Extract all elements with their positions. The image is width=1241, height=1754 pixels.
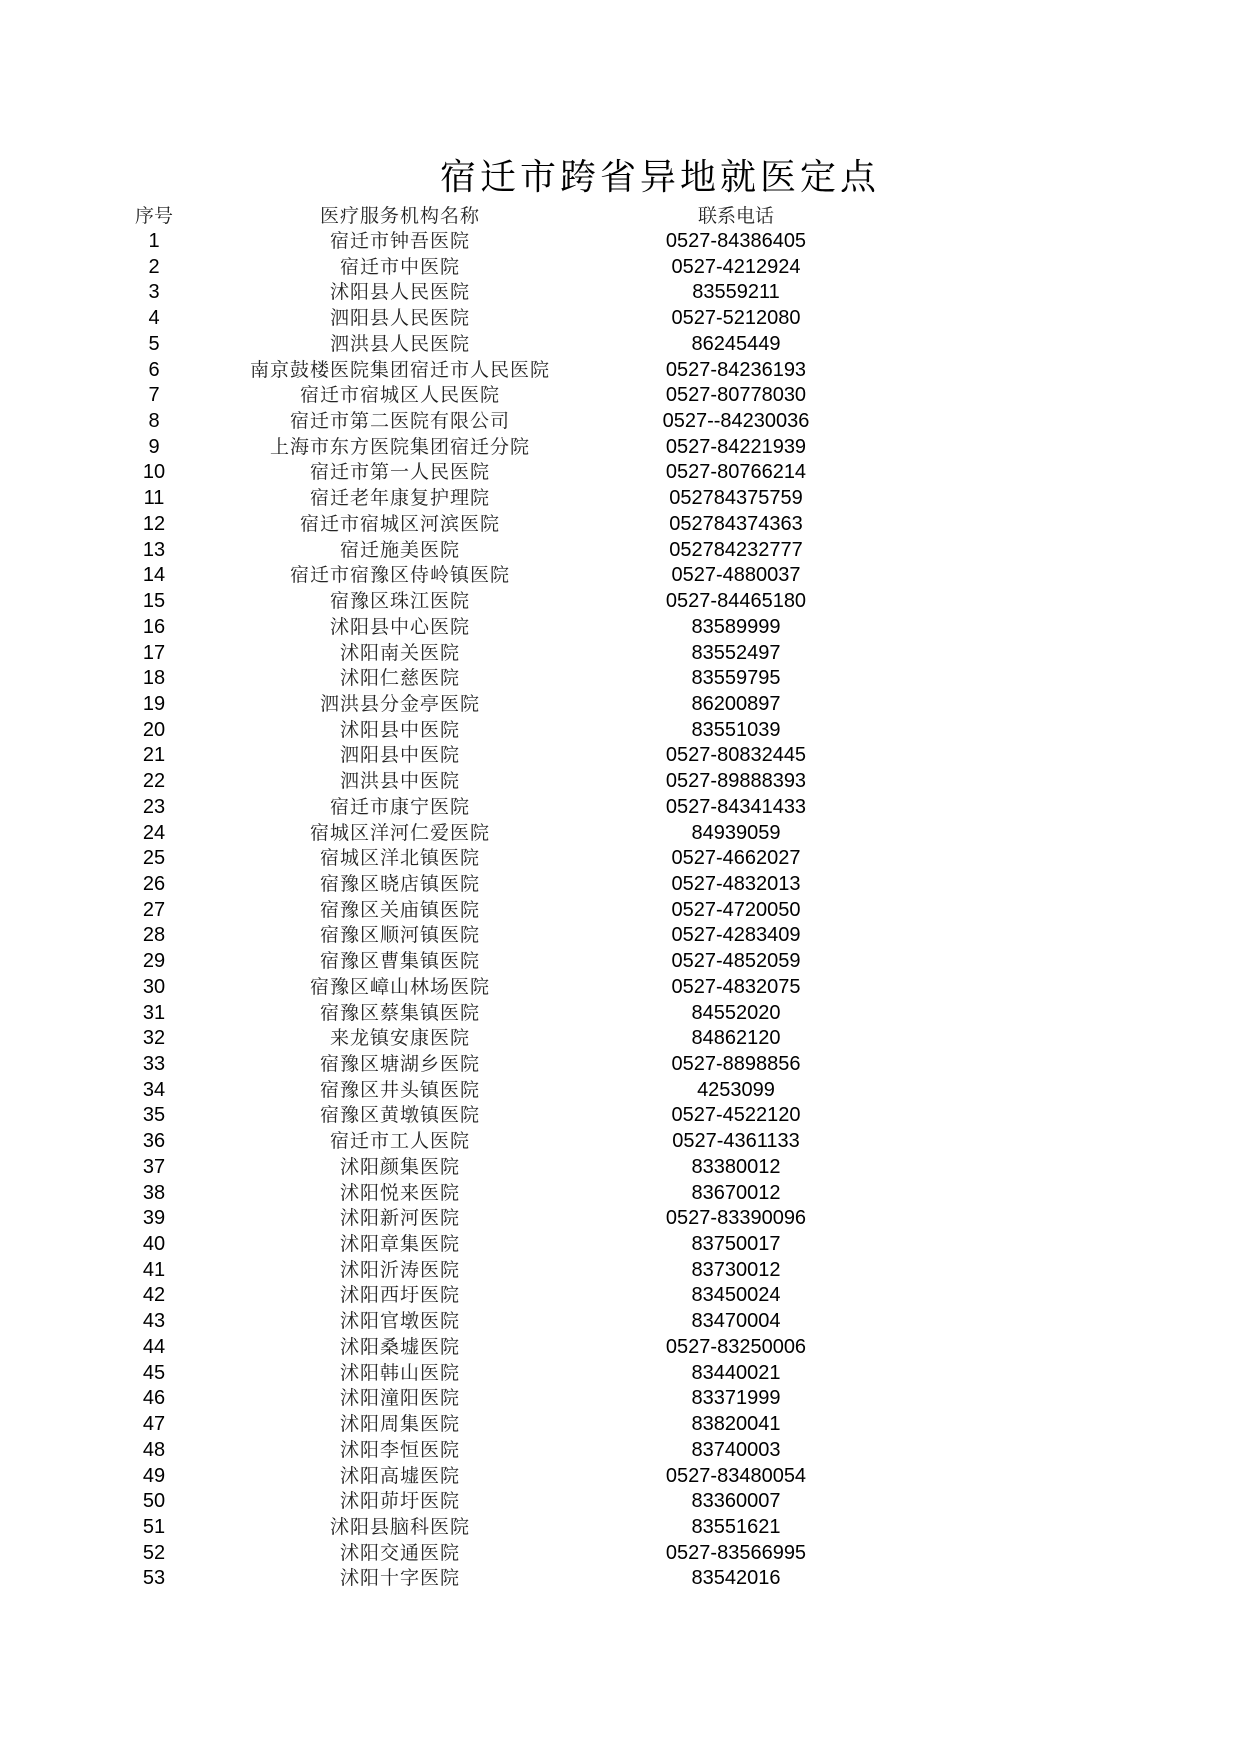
- row-no: 49: [142, 1464, 166, 1487]
- row-name: 宿豫区曹集镇医院: [319, 950, 480, 973]
- row-no: 43: [142, 1310, 166, 1333]
- row-phone: 052784375759: [669, 487, 803, 510]
- table-row: [0, 1258, 1241, 1284]
- row-name: 沭阳颜集医院: [339, 1155, 460, 1178]
- row-phone: 83371999: [691, 1387, 781, 1410]
- row-phone: 0527-83566995: [665, 1541, 807, 1564]
- table-row: [0, 615, 1241, 641]
- table-row: [0, 1206, 1241, 1232]
- table-row: [0, 383, 1241, 409]
- table-row: [0, 1078, 1241, 1104]
- row-name: 泗阳县中医院: [339, 744, 460, 767]
- row-phone: 0527-4832075: [671, 975, 801, 998]
- row-phone: 83470004: [691, 1310, 781, 1333]
- row-name: 沭阳周集医院: [339, 1413, 460, 1436]
- row-no: 50: [142, 1490, 166, 1513]
- page-title: 宿迁市跨省异地就医定点: [439, 157, 880, 198]
- row-name: 宿豫区塘湖乡医院: [319, 1053, 480, 1075]
- row-no: 6: [148, 358, 160, 381]
- row-phone: 0527-4662027: [671, 847, 801, 870]
- row-name: 宿豫区关庙镇医院: [319, 898, 480, 921]
- row-phone: 0527-80778030: [665, 384, 807, 407]
- row-name: 宿豫区黄墩镇医院: [319, 1104, 480, 1127]
- row-no: 25: [142, 847, 166, 870]
- row-phone: 0527-5212080: [671, 307, 801, 330]
- table-row: [0, 1412, 1241, 1438]
- row-phone: 86200897: [691, 692, 781, 715]
- table-row: [0, 1386, 1241, 1412]
- table-row: [0, 1438, 1241, 1464]
- table-row: [0, 743, 1241, 769]
- table-row: [0, 641, 1241, 667]
- table-row: [0, 821, 1241, 847]
- table-row: [0, 1309, 1241, 1335]
- row-name: 沭阳西圩医院: [339, 1284, 460, 1307]
- row-no: 2: [148, 255, 160, 278]
- table-row: [0, 666, 1241, 692]
- row-no: 42: [142, 1284, 166, 1307]
- row-name: 宿迁市中医院: [339, 255, 460, 278]
- row-no: 15: [142, 590, 166, 613]
- row-no: 22: [142, 770, 166, 793]
- row-no: 41: [142, 1258, 166, 1281]
- header-name: 医疗服务机构名称: [319, 205, 480, 227]
- row-phone: 0527-84236193: [665, 358, 807, 381]
- row-no: 35: [142, 1104, 166, 1127]
- row-phone: 83820041: [691, 1413, 781, 1436]
- row-phone: 0527-4852059: [671, 950, 801, 973]
- table-row: [0, 332, 1241, 358]
- row-no: 20: [142, 718, 166, 741]
- table-row: [0, 949, 1241, 975]
- row-name: 沭阳沂涛医院: [339, 1258, 460, 1281]
- row-phone: 83730012: [691, 1258, 781, 1281]
- table-row: [0, 486, 1241, 512]
- row-no: 27: [142, 898, 166, 921]
- table-row: [0, 692, 1241, 718]
- table-row: [0, 872, 1241, 898]
- row-name: 宿豫区蔡集镇医院: [319, 1001, 480, 1024]
- table-row: [0, 1541, 1241, 1567]
- table-row: [0, 923, 1241, 949]
- row-name: 泗洪县人民医院: [329, 332, 470, 355]
- row-name: 上海市东方医院集团宿迁分院: [269, 435, 530, 458]
- hospital-table: [0, 203, 1241, 1592]
- row-no: 26: [142, 872, 166, 895]
- row-name: 宿豫区珠江医院: [329, 590, 470, 613]
- row-name: 沭阳十字医院: [339, 1567, 460, 1590]
- row-no: 53: [142, 1567, 166, 1590]
- header-no: 序号: [134, 205, 173, 227]
- table-row: [0, 1181, 1241, 1207]
- row-no: 40: [142, 1233, 166, 1256]
- row-no: 1: [148, 230, 160, 252]
- table-row: [0, 975, 1241, 1001]
- row-name: 泗洪县分金亭医院: [319, 692, 480, 715]
- table-row: [0, 358, 1241, 384]
- row-no: 3: [148, 281, 160, 304]
- table-row: [0, 1129, 1241, 1155]
- row-phone: 0527-80766214: [665, 461, 807, 484]
- row-name: 宿豫区嶂山林场医院: [309, 975, 490, 998]
- row-no: 44: [142, 1335, 166, 1358]
- row-phone: 83552497: [691, 641, 781, 664]
- table-row: [0, 1566, 1241, 1592]
- table-body: [0, 229, 1241, 1592]
- table-row: [0, 718, 1241, 744]
- row-no: 32: [142, 1027, 166, 1050]
- row-phone: 0527-4880037: [671, 564, 801, 587]
- table-row: [0, 1335, 1241, 1361]
- row-no: 4: [148, 307, 160, 330]
- row-no: 30: [142, 975, 166, 998]
- row-name: 宿迁老年康复护理院: [309, 487, 490, 510]
- table-row: [0, 538, 1241, 564]
- row-no: 17: [142, 641, 166, 664]
- row-phone: 83360007: [691, 1490, 781, 1513]
- table-row: [0, 1052, 1241, 1078]
- row-name: 宿迁市第一人民医院: [309, 461, 490, 484]
- row-name: 宿迁市宿豫区侍岭镇医院: [289, 564, 510, 587]
- row-no: 18: [142, 667, 166, 690]
- row-phone: 83559795: [691, 667, 781, 690]
- row-no: 11: [143, 487, 165, 510]
- row-phone: 83589999: [691, 615, 781, 638]
- row-phone: 83551621: [691, 1515, 781, 1538]
- row-no: 36: [142, 1130, 166, 1153]
- row-no: 48: [142, 1438, 166, 1461]
- row-no: 33: [142, 1053, 166, 1075]
- row-no: 31: [142, 1001, 166, 1024]
- table-row: [0, 1103, 1241, 1129]
- row-no: 12: [142, 512, 166, 535]
- row-name: 宿迁市宿城区河滨医院: [299, 512, 500, 535]
- row-name: 泗阳县人民医院: [329, 307, 470, 330]
- row-phone: 83542016: [691, 1567, 781, 1590]
- table-row: [0, 1026, 1241, 1052]
- row-phone: 83450024: [691, 1284, 781, 1307]
- table-row: [0, 1489, 1241, 1515]
- row-phone: 052784374363: [669, 512, 803, 535]
- row-no: 13: [142, 538, 166, 561]
- row-name: 宿豫区晓店镇医院: [319, 872, 480, 895]
- table-row: [0, 898, 1241, 924]
- row-name: 沭阳官墩医院: [339, 1310, 460, 1333]
- row-no: 47: [142, 1413, 166, 1436]
- row-name: 宿迁市康宁医院: [329, 795, 470, 818]
- row-name: 宿豫区顺河镇医院: [319, 924, 480, 947]
- table-row: [0, 1001, 1241, 1027]
- row-phone: 0527-80832445: [665, 744, 807, 767]
- row-name: 沭阳仁慈医院: [339, 667, 460, 690]
- table-header: [0, 203, 1241, 229]
- table-row: [0, 1515, 1241, 1541]
- row-name: 沭阳高墟医院: [339, 1464, 460, 1487]
- row-no: 14: [142, 564, 166, 587]
- table-row: [0, 1232, 1241, 1258]
- row-no: 34: [142, 1078, 166, 1101]
- row-phone: 83380012: [691, 1155, 781, 1178]
- table-row: [0, 1464, 1241, 1490]
- row-phone: 84939059: [691, 821, 781, 844]
- row-no: 52: [142, 1541, 166, 1564]
- row-name: 沭阳李恒医院: [339, 1438, 460, 1461]
- row-name: 沭阳章集医院: [339, 1233, 460, 1256]
- row-phone: 0527-83250006: [665, 1335, 807, 1358]
- row-no: 10: [142, 461, 166, 484]
- row-phone: 84552020: [691, 1001, 781, 1024]
- row-name: 来龙镇安康医院: [329, 1027, 470, 1050]
- row-name: 宿迁市第二医院有限公司: [289, 410, 510, 433]
- row-no: 51: [142, 1515, 166, 1538]
- row-name: 沭阳新河医院: [339, 1207, 460, 1230]
- row-no: 5: [148, 332, 160, 355]
- table-row: [0, 435, 1241, 461]
- row-phone: 83551039: [691, 718, 781, 741]
- table-row: [0, 229, 1241, 255]
- header-phone: 联系电话: [697, 205, 774, 227]
- row-no: 24: [142, 821, 166, 844]
- row-name: 宿迁市工人医院: [329, 1130, 470, 1153]
- row-name: 沭阳县中医院: [339, 718, 460, 741]
- row-name: 沭阳潼阳医院: [339, 1387, 460, 1410]
- row-no: 39: [142, 1207, 166, 1230]
- row-phone: 0527--84230036: [662, 410, 810, 433]
- table-row: [0, 255, 1241, 281]
- row-phone: 0527-84465180: [665, 590, 807, 613]
- row-phone: 0527-4832013: [671, 872, 801, 895]
- row-no: 46: [142, 1387, 166, 1410]
- row-no: 8: [148, 410, 160, 433]
- row-phone: 0527-4283409: [671, 924, 801, 947]
- row-no: 37: [142, 1155, 166, 1178]
- row-phone: 83559211: [692, 281, 780, 304]
- row-no: 9: [148, 435, 160, 458]
- row-phone: 83750017: [691, 1233, 781, 1256]
- row-phone: 84862120: [691, 1027, 781, 1050]
- row-phone: 0527-4212924: [671, 255, 801, 278]
- row-no: 21: [142, 744, 166, 767]
- table-row: [0, 306, 1241, 332]
- row-name: 宿豫区井头镇医院: [319, 1078, 480, 1101]
- row-phone: 83740003: [691, 1438, 781, 1461]
- table-row: [0, 1361, 1241, 1387]
- row-no: 19: [142, 692, 166, 715]
- row-phone: 0527-84386405: [665, 230, 807, 252]
- row-name: 宿迁市钟吾医院: [329, 230, 470, 252]
- table-row: [0, 589, 1241, 615]
- row-name: 沭阳茆圩医院: [339, 1490, 460, 1513]
- row-phone: 83440021: [691, 1361, 781, 1384]
- table-row: [0, 280, 1241, 306]
- row-phone: 86245449: [691, 332, 781, 355]
- table-row: [0, 1155, 1241, 1181]
- row-no: 7: [148, 384, 160, 407]
- row-name: 宿城区洋北镇医院: [319, 847, 480, 870]
- row-name: 宿迁施美医院: [339, 538, 460, 561]
- row-phone: 052784232777: [669, 538, 803, 561]
- table-row: [0, 409, 1241, 435]
- row-phone: 0527-84341433: [665, 795, 807, 818]
- row-name: 沭阳桑墟医院: [339, 1335, 460, 1358]
- table-row: [0, 460, 1241, 486]
- row-name: 沭阳县中心医院: [329, 615, 470, 638]
- row-no: 28: [142, 924, 166, 947]
- row-phone: 0527-4361133: [672, 1130, 800, 1153]
- row-name: 泗洪县中医院: [339, 770, 460, 793]
- row-phone: 0527-83480054: [665, 1464, 807, 1487]
- row-phone: 4253099: [697, 1078, 775, 1101]
- table-row: [0, 563, 1241, 589]
- row-phone: 0527-4522120: [671, 1104, 801, 1127]
- row-no: 16: [142, 615, 166, 638]
- row-name: 沭阳交通医院: [339, 1541, 460, 1564]
- row-name: 南京鼓楼医院集团宿迁市人民医院: [249, 358, 550, 381]
- row-no: 38: [142, 1181, 166, 1204]
- row-no: 45: [142, 1361, 166, 1384]
- table-row: [0, 846, 1241, 872]
- table-row: [0, 795, 1241, 821]
- row-phone: 0527-83390096: [665, 1207, 807, 1230]
- row-name: 宿城区洋河仁爱医院: [309, 821, 490, 844]
- table-row: [0, 769, 1241, 795]
- row-phone: 83670012: [691, 1181, 781, 1204]
- row-no: 29: [142, 950, 166, 973]
- row-name: 沭阳韩山医院: [339, 1361, 460, 1384]
- row-phone: 0527-4720050: [671, 898, 801, 921]
- table-row: [0, 1283, 1241, 1309]
- row-no: 23: [142, 795, 166, 818]
- row-phone: 0527-89888393: [665, 770, 807, 793]
- row-name: 宿迁市宿城区人民医院: [299, 384, 500, 407]
- row-name: 沭阳县脑科医院: [329, 1515, 470, 1538]
- table-row: [0, 512, 1241, 538]
- row-phone: 0527-84221939: [665, 435, 807, 458]
- row-name: 沭阳县人民医院: [329, 281, 470, 304]
- row-name: 沭阳南关医院: [339, 641, 460, 664]
- row-phone: 0527-8898856: [671, 1053, 801, 1075]
- row-name: 沭阳悦来医院: [339, 1181, 460, 1204]
